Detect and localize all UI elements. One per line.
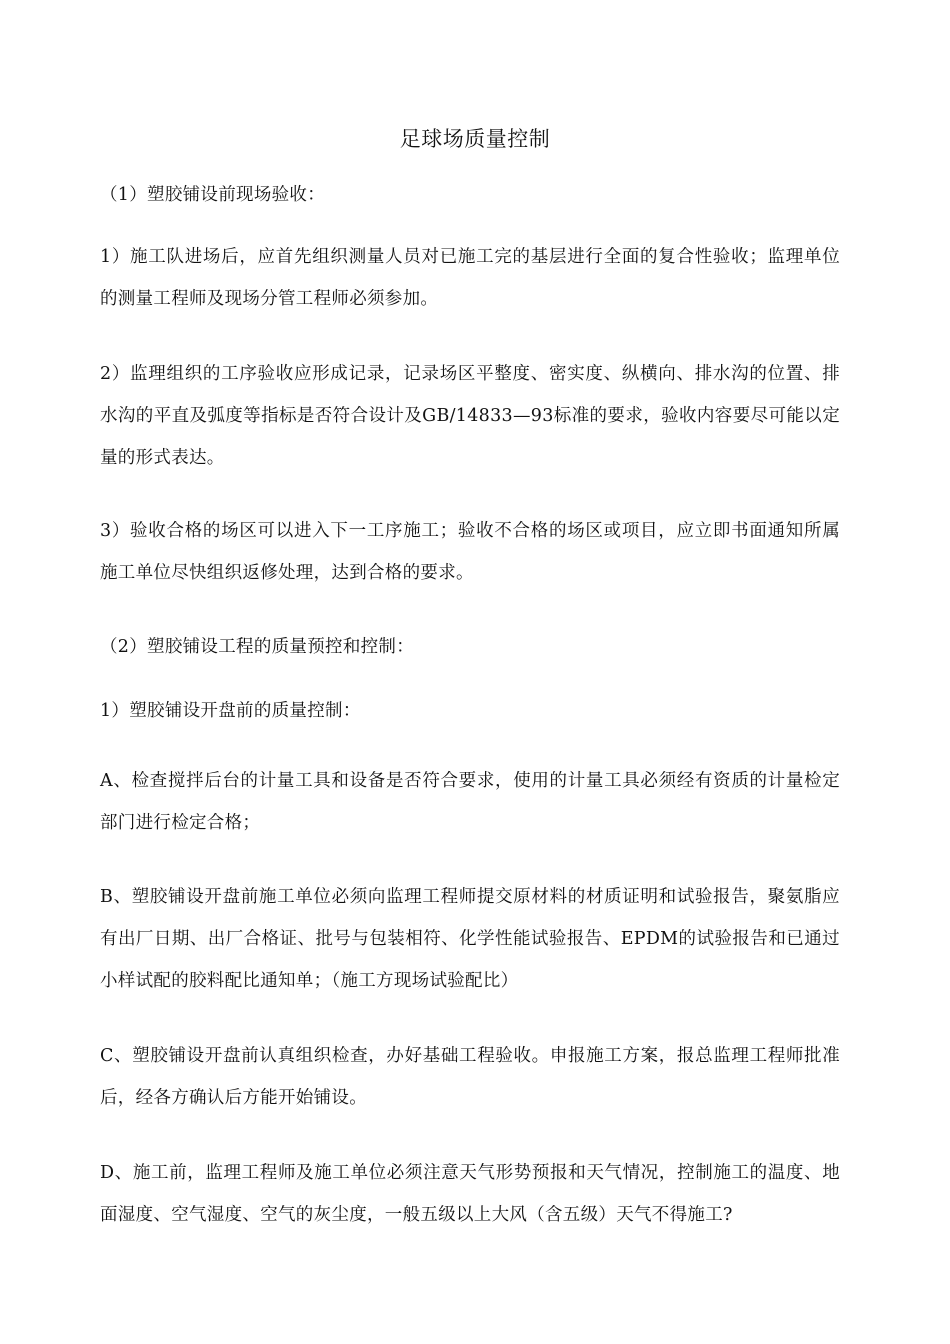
- section-1-item-1: 1）施工队进场后，应首先组织测量人员对已施工完的基层进行全面的复合性验收；监理单位的测量工程师及现场分管工程师必须参加。: [100, 247, 840, 309]
- section-2-subheading: 1）塑胶铺设开盘前的质量控制：: [100, 701, 361, 721]
- section-2-item-a: A、检查搅拌后台的计量工具和设备是否符合要求，使用的计量工具必须经有资质的计量检定部门进行检定合格；: [100, 771, 840, 833]
- section-2-item-d: D、施工前，监理工程师及施工单位必须注意天气形势预报和天气情况，控制施工的温度、地面湿度、空气湿度、空气的灰尘度，一般五级以上大风（含五级）天气不得施工?: [100, 1163, 840, 1225]
- section-1-item-3: 3）验收合格的场区可以进入下一工序施工；验收不合格的场区或项目，应立即书面通知所属施工单位尽快组织返修处理，达到合格的要求。: [100, 521, 840, 583]
- section-2-item-c: C、塑胶铺设开盘前认真组织检查，办好基础工程验收。申报施工方案，报总监理工程师批准后，经各方确认后方能开始铺设。: [100, 1046, 840, 1108]
- document-title: 足球场质量控制: [399, 127, 551, 151]
- section-1-item-2: 2）监理组织的工序验收应形成记录，记录场区平整度、密实度、纵横向、排水沟的位置、排水沟的平直及弧度等指标是否符合设计及GB/14833—93标准的要求，验收内容要尽可能以定量的形式表达。: [100, 364, 840, 468]
- section-2-item-b: B、塑胶铺设开盘前施工单位必须向监理工程师提交原材料的材质证明和试验报告，聚氨脂应有出厂日期、出厂合格证、批号与包装相符、化学性能试验报告、EPDM的试验报告和已通过小样试配的胶料配比通知单；（施工方现场试验配比）: [100, 887, 840, 991]
- section-1-heading: （1）塑胶铺设前现场验收：: [100, 185, 326, 205]
- section-2-heading: （2）塑胶铺设工程的质量预控和控制：: [100, 637, 415, 657]
